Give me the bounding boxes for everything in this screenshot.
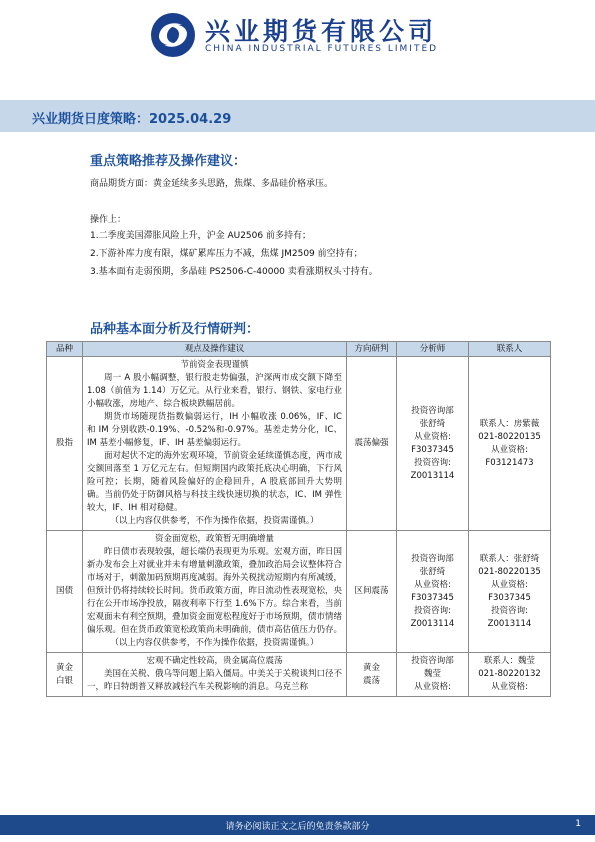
analyst-line: 投资咨询部 (411, 656, 454, 666)
analyst-cell (397, 531, 469, 653)
column-header: 分析师 (397, 342, 469, 357)
analyst-line: 张舒绮 (419, 418, 446, 429)
view-title: 资金面宽松，政策暂无明确增量 (154, 534, 274, 544)
report-title-bar (0, 100, 595, 132)
view-title: 节前资金表现谨慎 (180, 360, 249, 370)
contact-line: Z0013114 (487, 618, 532, 629)
view-cell (83, 531, 347, 653)
section-heading-analysis: 品种基本面分析及行情研判： (90, 322, 260, 337)
contact-line: 从业资格: (491, 682, 528, 692)
operation-item: 1.二季度美国滞胀风险上升，沪金 AU2506 前多持有； (90, 231, 311, 241)
analyst-line: F3037345 (411, 592, 454, 603)
view-paragraph: 周一 A 股小幅调整，银行股走势偏强，沪深两市成交额下降至 1.08（前值为 1.14）万亿元。从行业来看，银行、钢铁、家电行业小幅收涨，房地产、综合板块跌幅居前。 (87, 373, 342, 409)
contact-line: 联系人：房紫薇 (479, 418, 540, 429)
view-paragraph: 美国在关税、俄乌等问题上陷入僵局。中美关于关税谈判口径不一，昨日特朗普又释放减轻汽车关税影响的消息。乌克兰称 (87, 669, 343, 692)
direction-cell: 震荡偏强 (347, 357, 397, 531)
analyst-line: 从业资格: (414, 579, 451, 590)
analyst-line: 从业资格: (414, 682, 451, 692)
view-paragraph: 期货市场随现货指数偏弱运行，IH 小幅收涨 0.06%，IF、IC 和 IM 分别收跌-0.19%、-0.52%和-0.97%。基差走势分化，IC、IM 基差小幅修复，IF、IH 基差偏弱运行。 (87, 412, 342, 448)
operations-label: 操作上： (90, 215, 127, 225)
contact-line: F3037345 (488, 592, 531, 603)
contact-cell (469, 531, 551, 653)
contact-line: 投资咨询: (491, 605, 528, 616)
contact-line: 从业资格: (491, 579, 528, 590)
variety-cell: 国债 (47, 531, 83, 653)
analysis-table (46, 341, 551, 697)
contact-line: 021-80220135 (478, 431, 541, 442)
table-row (47, 357, 551, 531)
contact-cell (469, 357, 551, 531)
disclaimer-note: （以上内容仅供参考，不作为操作依据，投资需谨慎。） (110, 638, 319, 648)
variety-cell: 黄金 白银 (47, 653, 83, 697)
direction-cell: 区间震荡 (347, 531, 397, 653)
analyst-line: 投资咨询部 (411, 553, 454, 564)
table-header-row (47, 342, 551, 357)
table-row (47, 531, 551, 653)
disclaimer-note: （以上内容仅供参考，不作为操作依据，投资需谨慎。） (110, 516, 319, 526)
commodity-summary: 商品期货方面：黄金延续多头思路，焦煤、多晶硅价格承压。 (90, 179, 334, 189)
direction-cell: 黄金 震荡 (347, 653, 397, 697)
analyst-line: 投资咨询: (414, 605, 451, 616)
view-cell (83, 653, 347, 697)
contact-line: 联系人：张舒绮 (479, 553, 540, 564)
operation-item: 2.下游补库力度有限，煤矿累库压力不减，焦煤 JM2509 前空持有； (90, 249, 363, 259)
contact-line: 021-80220135 (478, 566, 541, 577)
operation-item: 3.基本面有走弱预期，多晶硅 PS2506-C-40000 卖看涨期权头寸持有。 (90, 267, 378, 277)
page-number: 1 (575, 819, 581, 829)
analyst-line: 从业资格: (414, 431, 451, 442)
analyst-line: 张舒绮 (419, 566, 446, 577)
column-header: 方向研判 (347, 342, 397, 357)
page-header (0, 0, 595, 86)
section-heading-strategy: 重点策略推荐及操作建议： (90, 154, 247, 169)
variety-cell: 股指 (47, 357, 83, 531)
contact-cell (469, 653, 551, 697)
column-header: 观点及操作建议 (83, 342, 347, 357)
report-title: 兴业期货日度策略：2025.04.29 (32, 112, 232, 127)
company-logo-icon (150, 12, 196, 58)
contact-line: 021-80220132 (478, 669, 541, 679)
contact-line: 联系人：魏莹 (483, 656, 535, 666)
table-row (47, 653, 551, 697)
brand-name-en: CHINA INDUSTRIAL FUTURES LIMITED (205, 44, 439, 54)
brand-name-cn: 兴业期货有限公司 (205, 17, 438, 46)
column-header: 品种 (47, 342, 83, 357)
view-paragraph: 昨日债市表现较强，超长端仍表现更为乐观。宏观方面，昨日国新办发布会上对就业并未有增量刺激政策，叠加政治局会议整体符合市场对于，刺激加码预期再度减弱。海外关税扰动短期内有所减缓，但预计仍将持续较长时间。货币政策方面，昨日流动性表现宽松，央行在公开市场净投放，隔夜利率下行至 1.6%下方。综合来看，当前宏观面未有利空预期，叠加资金面宽松程度好于市场预期，债市情绪偏乐观。但在货币政策宽松政策尚未明确前，债市高估值压力仍存。 (87, 547, 343, 635)
analyst-cell (397, 357, 469, 531)
analyst-line: F3037345 (411, 444, 454, 455)
disclaimer-footer-text: 请务必阅读正文之后的免责条款部分 (225, 822, 370, 832)
analyst-line: 投资咨询部 (411, 405, 454, 416)
column-header: 联系人 (469, 342, 551, 357)
contact-line: F03121473 (485, 457, 534, 468)
view-paragraph: 面对起伏不定的海外宏观环境，节前资金延续谨慎态度，两市成交额回落至 1 万亿元左右。但短期国内政策托底决心明确，下行风险可控；长期，随着风险偏好的企稳回升，A 股底部回升大势明确。当前仍处于防御风格与科技主线快速切换的状态，IC、IM 弹性较大，IF、IH 相对稳健。 (87, 451, 343, 513)
analyst-line: Z0013114 (410, 470, 455, 481)
view-cell (83, 357, 347, 531)
analyst-line: 魏莹 (423, 669, 441, 679)
view-title: 宏观不确定性较高，贵金属高位震荡 (146, 656, 283, 666)
analyst-cell (397, 653, 469, 697)
analyst-line: Z0013114 (410, 618, 455, 629)
page-footer (0, 815, 595, 835)
contact-line: 从业资格: (491, 444, 528, 455)
analyst-line: 投资咨询: (414, 457, 451, 468)
